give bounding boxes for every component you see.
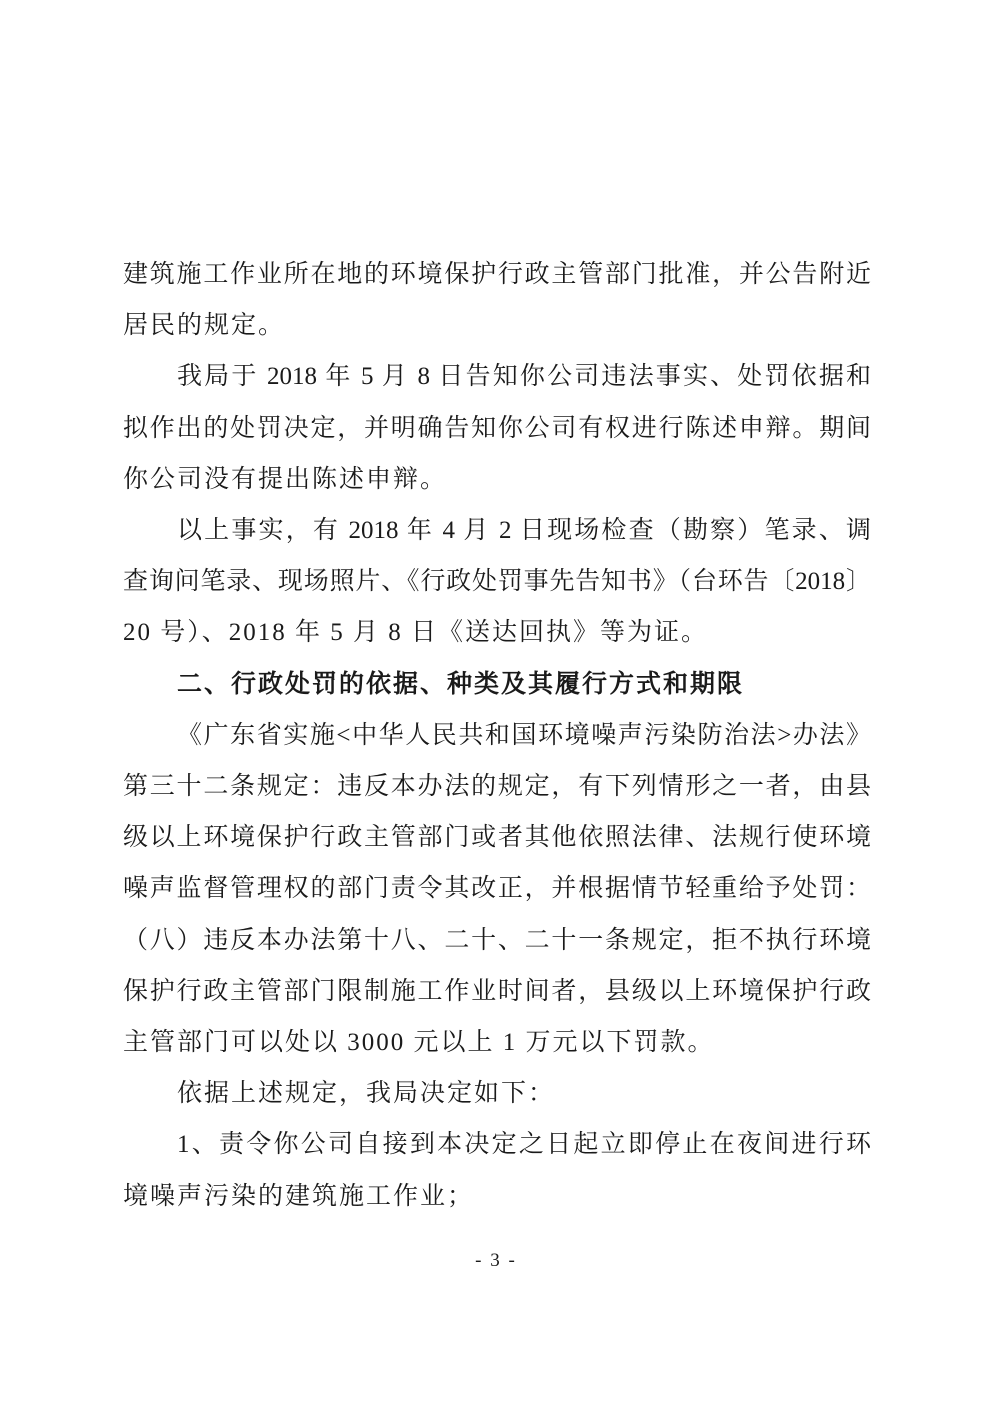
document-body xyxy=(123,249,871,1222)
page-footer xyxy=(0,1250,992,1272)
body-line: 级以上环境保护行政主管部门或者其他依照法律、法规行使环境 xyxy=(123,824,871,852)
body-line: 第三十二条规定：违反本办法的规定，有下列情形之一者，由县 xyxy=(123,773,871,801)
body-line: 拟作出的处罚决定，并明确告知你公司有权进行陈述申辩。期间 xyxy=(123,414,871,442)
page-number: - 3 - xyxy=(475,1250,517,1271)
body-line: 建筑施工作业所在地的环境保护行政主管部门批准，并公告附近 xyxy=(123,261,871,288)
body-line: 1、责令你公司自接到本决定之日起立即停止在夜间进行环 xyxy=(177,1131,871,1159)
body-line: （八）违反本办法第十八、二十、二十一条规定，拒不执行环境 xyxy=(123,926,871,954)
section-heading: 二、行政处罚的依据、种类及其履行方式和期限 xyxy=(177,669,745,698)
body-line: 主管部门可以处以 3000 元以上 1 万元以下罚款。 xyxy=(123,1029,715,1057)
body-line: 噪声监督管理权的部门责令其改正，并根据情节轻重给予处罚： xyxy=(123,875,871,903)
body-line: 境噪声污染的建筑施工作业； xyxy=(123,1182,475,1210)
body-line: 你公司没有提出陈述申辩。 xyxy=(123,465,448,493)
body-line: 保护行政主管部门限制施工作业时间者，县级以上环境保护行政 xyxy=(123,977,871,1005)
body-line: 以上事实，有 2018 年 4 月 2 日现场检查（勘察）笔录、调 xyxy=(177,517,871,545)
body-line: 查询问笔录、现场照片、《行政处罚事先告知书》（台环告〔2018〕 xyxy=(123,568,871,596)
body-line: 依据上述规定，我局决定如下： xyxy=(177,1080,556,1108)
body-line: 居民的规定。 xyxy=(123,312,286,340)
body-line: 我局于 2018 年 5 月 8 日告知你公司违法事实、处罚依据和 xyxy=(177,363,871,391)
body-line: 《广东省实施<中华人民共和国环境噪声污染防治法>办法》 xyxy=(177,721,871,749)
body-line: 20 号）、2018 年 5 月 8 日《送达回执》等为证。 xyxy=(123,619,709,647)
